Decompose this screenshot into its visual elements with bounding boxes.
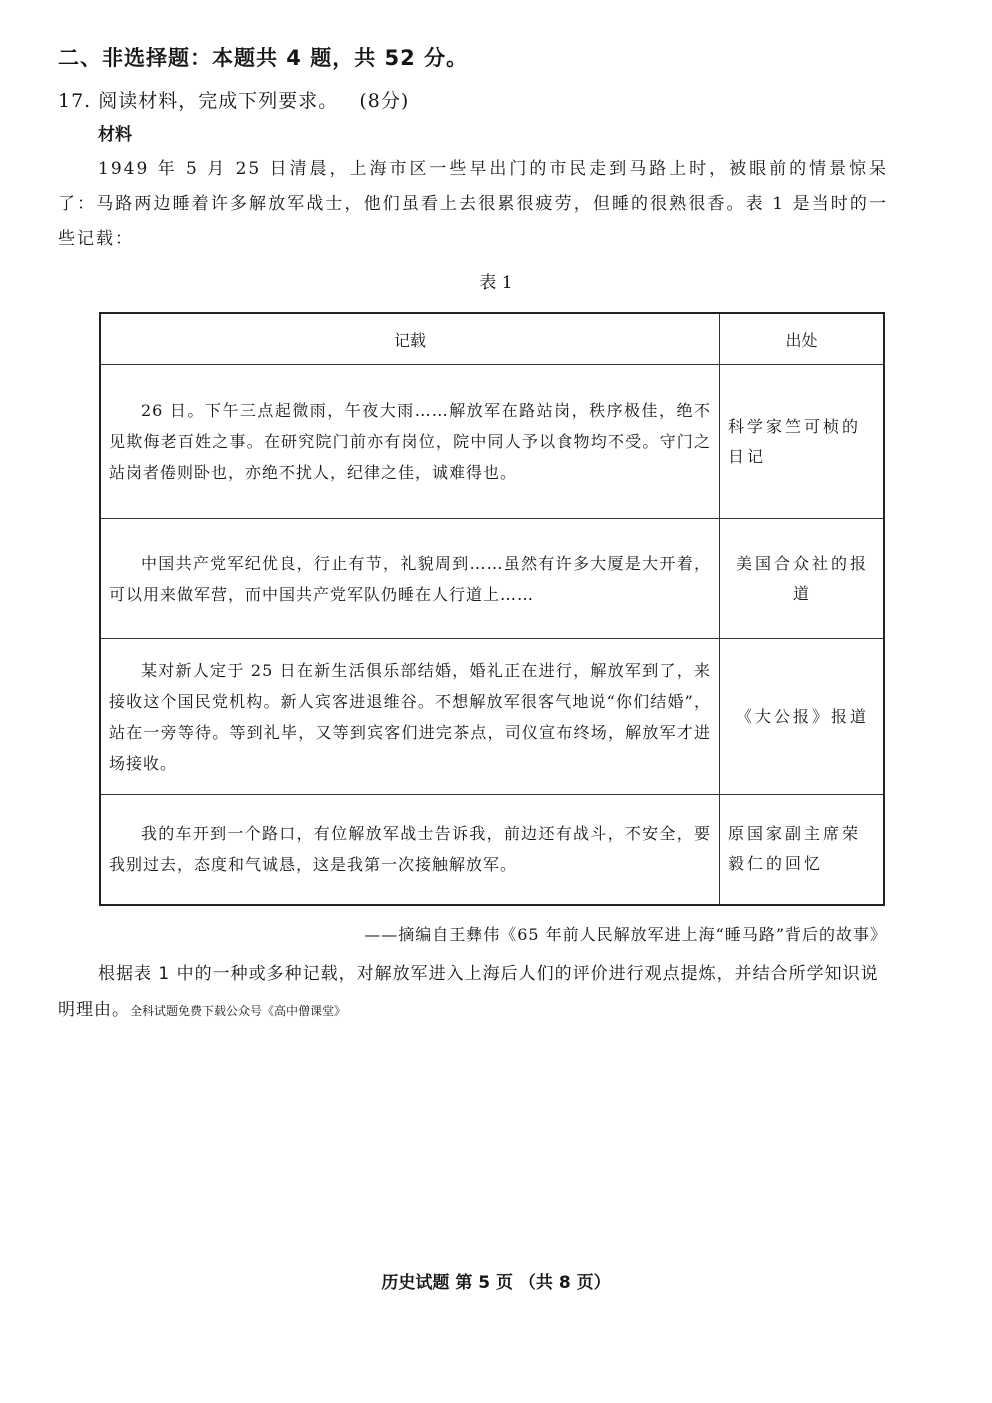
record-source: 美国合众社的报道 (720, 519, 885, 639)
record-text: 某对新人定于 25 日在新生活俱乐部结婚，婚礼正在进行，解放军到了，来接收这个国民党机构。新人宾客进退维谷。不想解放军很客气地说“你们结婚”，站在一旁等待。等到礼毕，又等到宾客们进完茶点，司仪宣布终场，解放军才进场接收。 (100, 639, 720, 795)
table-row (100, 365, 884, 519)
section-title: 二、非选择题：本题共 4 题，共 52 分。 (58, 46, 469, 70)
record-source: 科学家竺可桢的日记 (720, 365, 885, 519)
task-text: 根据表 1 中的一种或多种记载，对解放军进入上海后人们的评价进行观点提炼，并结合所学知识说明理由。 (58, 964, 879, 1020)
header-source: 出处 (720, 313, 885, 365)
question-points: (8分) (359, 90, 410, 112)
page-footer: 历史试题 第 5 页 （共 8 页） (381, 1273, 611, 1293)
record-source: 原国家副主席荣毅仁的回忆 (720, 795, 885, 905)
record-text: 中国共产党军纪优良，行止有节，礼貌周到……虽然有许多大厦是大开着，可以用来做军营，而中国共产党军队仍睡在人行道上…… (100, 519, 720, 639)
question-header (58, 86, 409, 113)
task-prompt (58, 956, 888, 1029)
table-row (100, 519, 884, 639)
record-text: 26 日。下午三点起微雨，午夜大雨……解放军在路站岗，秩序极佳，绝不见欺侮老百姓之事。在研究院门前亦有岗位，院中同人予以食物均不受。守门之站岗者倦则卧也，亦绝不扰人，纪律之佳，诚难得也。 (100, 365, 720, 519)
record-source: 《大公报》报道 (720, 639, 885, 795)
records-table (99, 312, 885, 906)
table-row (100, 795, 884, 905)
material-label: 材料 (98, 125, 132, 145)
header-record: 记载 (100, 313, 720, 365)
question-number: 17. (58, 90, 92, 112)
table-header-row (100, 313, 884, 365)
record-text: 我的车开到一个路口，有位解放军战士告诉我，前边还有战斗，不安全，要我别过去，态度和气诚恳，这是我第一次接触解放军。 (100, 795, 720, 905)
material-intro: 1949 年 5 月 25 日清晨，上海市区一些早出门的市民走到马路上时，被眼前的情景惊呆了：马路两边睡着许多解放军战士，他们虽看上去很累很疲劳，但睡的很熟很香。表 1 是当时的一些记载： (58, 159, 888, 249)
table-row (100, 639, 884, 795)
source-citation: ——摘编自王彝伟《65 年前人民解放军进上海“睡马路”背后的故事》 (364, 925, 887, 944)
table-caption: 表 1 (479, 273, 513, 293)
download-note: 全科试题免费下载公众号《高中僧课堂》 (130, 1004, 347, 1018)
question-prompt: 阅读材料，完成下列要求。 (98, 90, 339, 112)
